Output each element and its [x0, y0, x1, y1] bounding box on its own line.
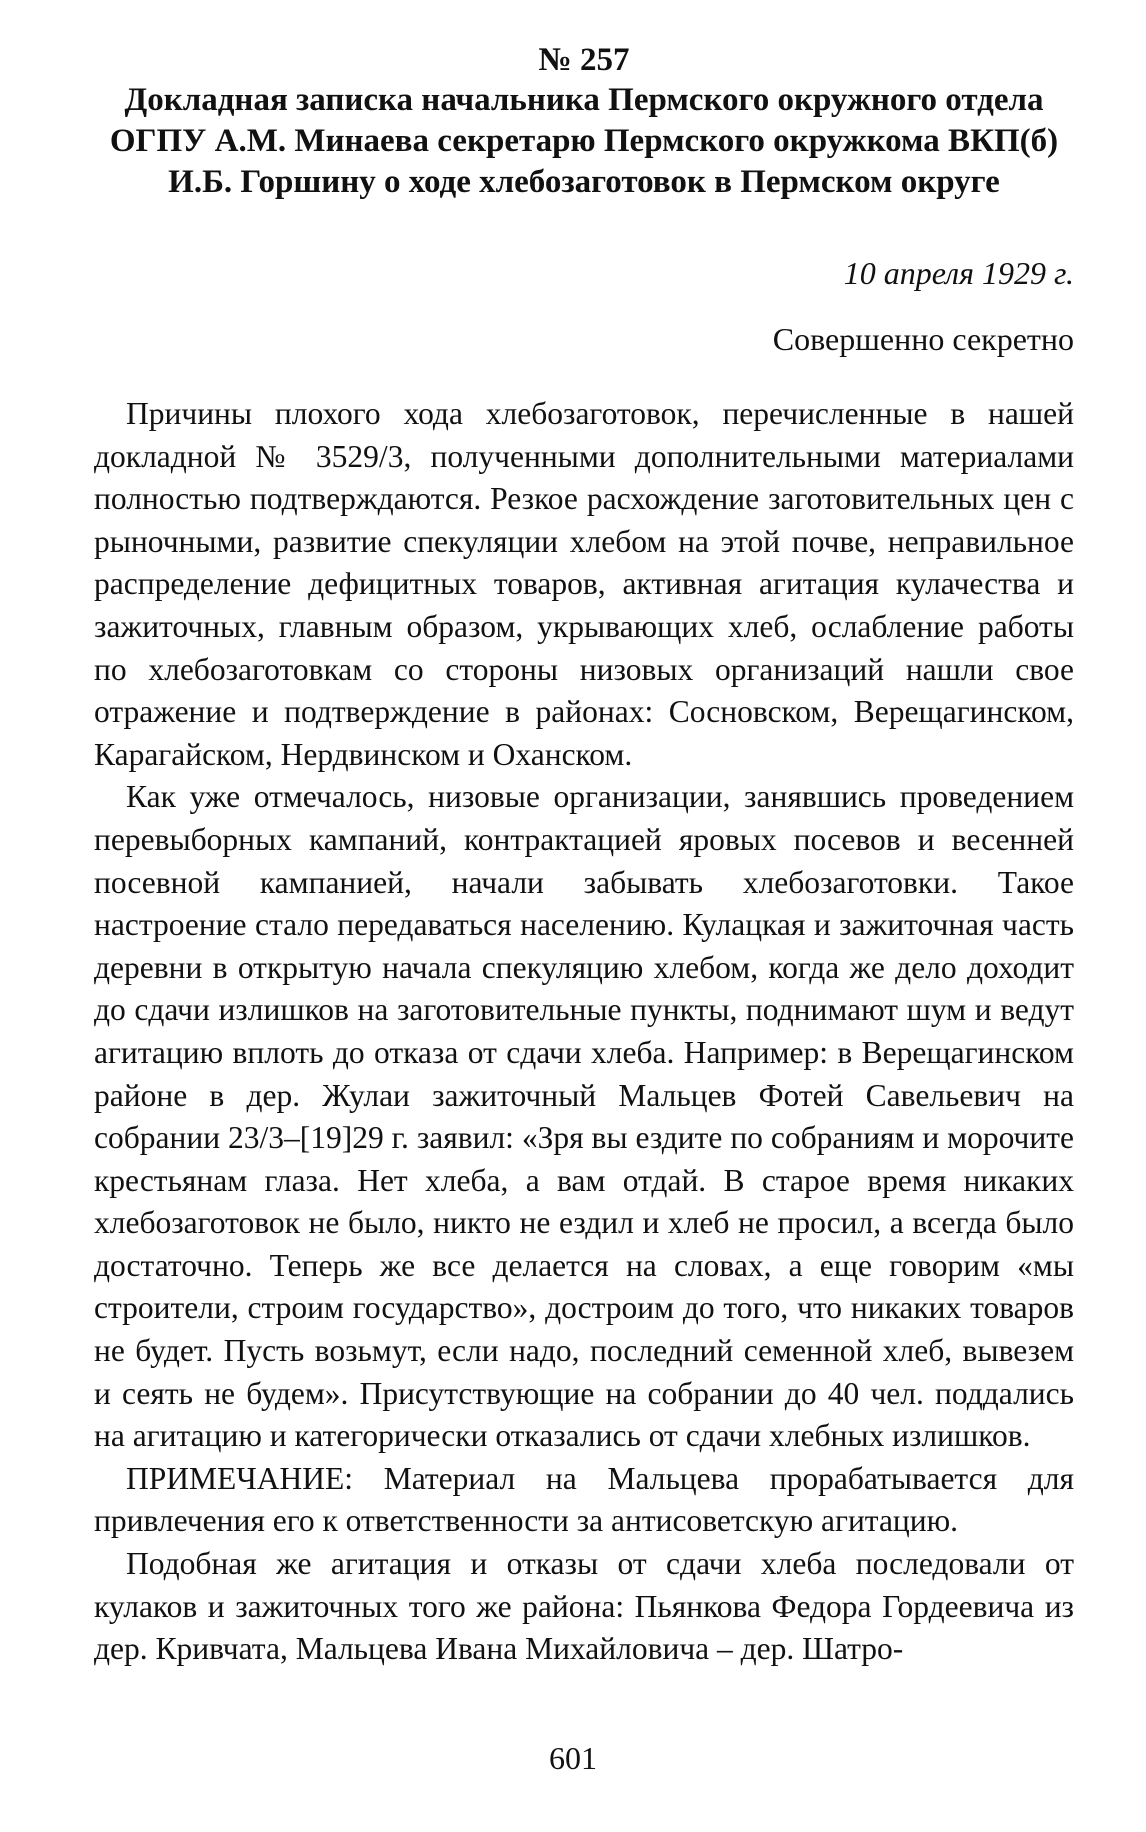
- document-date: 10 апреля 1929 г.: [843, 255, 1074, 291]
- document-body: [94, 393, 1074, 1671]
- paragraph: Как уже отмечалось, низовые организации, занявшись проведением перевыборных кампаний, контрактацией яровых посевов и весенней посевной кампанией, начали забывать хлебозаготовки. Такое настроение стало передаваться населению. Кулацкая и зажиточная часть деревни в открытую начала спекуляцию хлебом, когда же дело доходит до сдачи излишков на заготовительные пункты, поднимают шум и ведут агитацию вплоть до отказа от сдачи хлеба. Например: в Верещагинском районе в дер. Жулаи зажиточный Мальцев Фотей Савельевич на собрании 23/3–[19]29 г. заявил: «Зря вы ездите по собраниям и морочите крестьянам глаза. Нет хлеба, а вам отдай. В старое время никаких хлебозаготовок не было, никто не ездил и хлеб не просил, а всегда было достаточно. Теперь же все делается на словах, а еще говорим «мы строители, строим государство», достроим до того, что никаких товаров не будет. Пусть возьмут, если надо, последний семенной хлеб, вывезем и сеять не будем». Присутствующие на собрании до 40 чел. поддались на агитацию и категорически отказались от сдачи хлебных излишков.: [94, 779, 1074, 1454]
- document-number: № 257: [538, 42, 630, 78]
- title-line: Докладная записка начальника Пермского окружного отдела: [124, 82, 1044, 118]
- title-line: И.Б. Горшину о ходе хлебозаготовок в Пермском округе: [168, 164, 1000, 200]
- document-page: [94, 40, 1074, 1671]
- document-title: [94, 80, 1074, 203]
- paragraph: Причины плохого хода хлебозаготовок, перечисленные в нашей докладной № 3529/3, полученными дополнительными материалами полностью подтверждаются. Резкое расхождение заготовительных цен с рыночными, развитие спекуляции хлебом на этой почве, неправильное распределение дефицитных товаров, активная агитация кулачества и зажиточных, главным образом, укрывающих хлеб, ослабление работы по хлебозаготовкам со стороны низовых организаций нашли свое отражение и подтверждение в районах: Сосновском, Верещагинском, Карагайском, Нердвинском и Оханском.: [94, 396, 1074, 772]
- paragraph-note: ПРИМЕЧАНИЕ: Материал на Мальцева прорабатывается для привлечения его к ответственности за антисоветскую агитацию.: [94, 1460, 1074, 1539]
- secrecy-stamp: Совершенно секретно: [772, 321, 1074, 357]
- paragraph: Подобная же агитация и отказы от сдачи хлеба последовали от кулаков и зажиточных того же района: Пьянкова Федора Гордеевича из дер. Кривчата, Мальцева Ивана Михайловича – дер. Шатро-: [94, 1546, 1074, 1667]
- title-line: ОГПУ А.М. Минаева секретарю Пермского окружкома ВКП(б): [109, 123, 1059, 159]
- page-number: 601: [549, 1740, 597, 1776]
